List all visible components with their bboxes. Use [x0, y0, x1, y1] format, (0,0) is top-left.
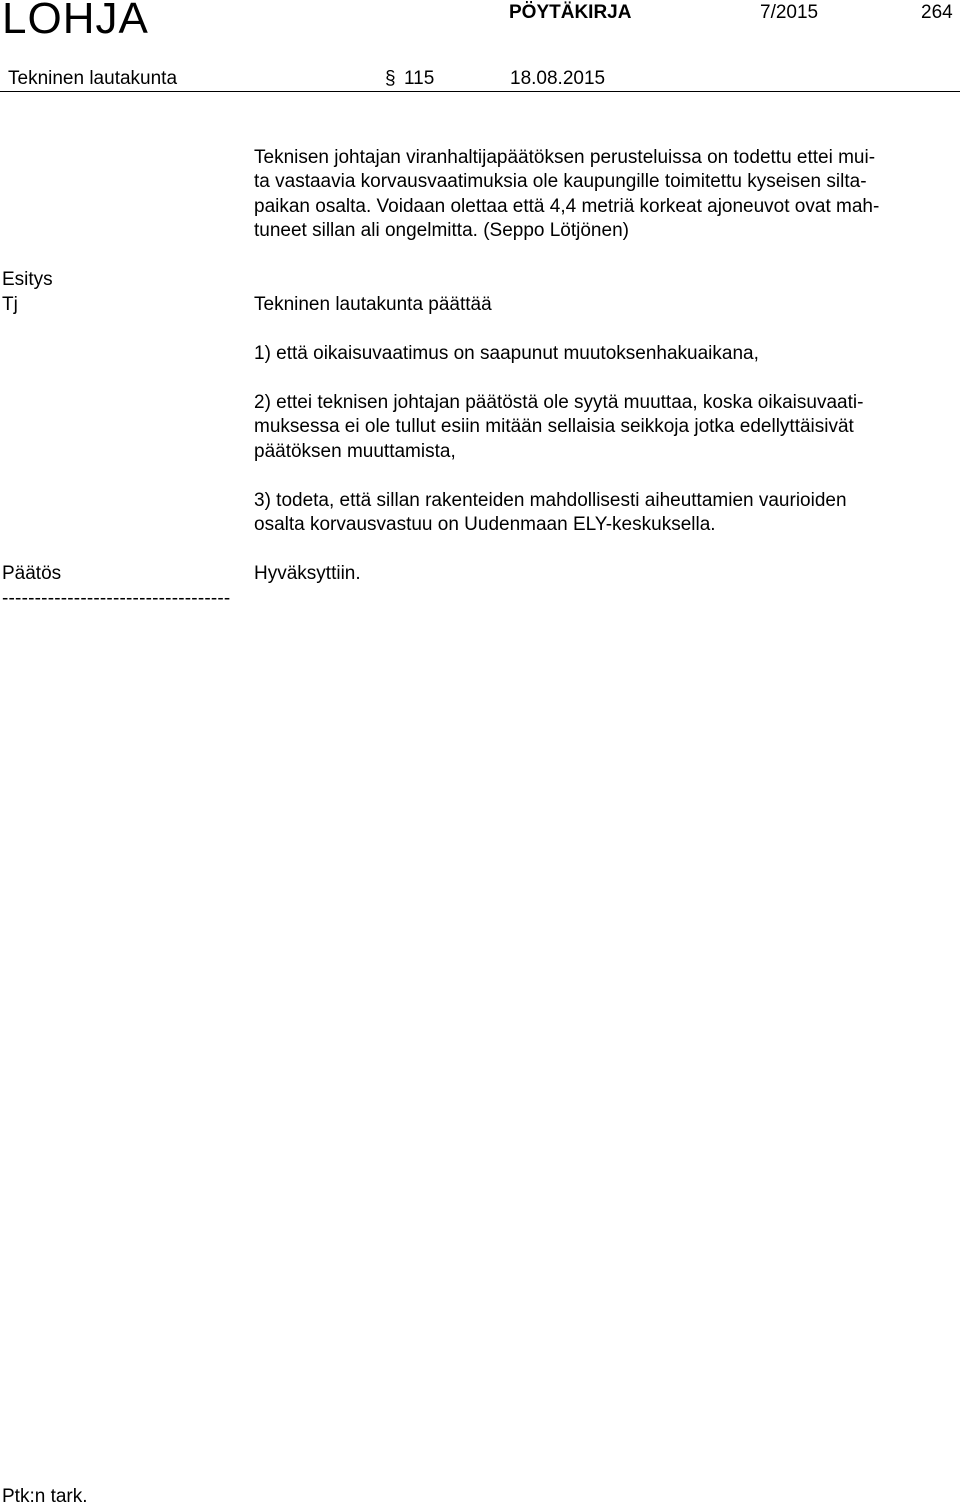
decision-text: Hyväksyttiin.: [254, 563, 361, 584]
proposal-lead: [254, 293, 954, 317]
intro-line: paikan osalta. Voidaan olettaa että 4,4 metriä korkeat ajoneuvot ovat mah-: [254, 195, 880, 217]
decision: [254, 562, 954, 586]
proposal-item-line: osalta korvausvastuu on Uudenmaan ELY-keskuksella.: [254, 514, 716, 536]
decision-separator: -----------------------------------: [2, 588, 231, 609]
intro-line: ta vastaavia korvausvaatimuksia ole kaupungille toimitettu kyseisen silta-: [254, 171, 867, 193]
proposal-item-line: muksessa ei ole tullut esiin mitään sellaisia seikkoja jotka edellyttäisivät: [254, 416, 854, 438]
proposal-item-line: 3) todeta, että sillan rakenteiden mahdollisesti aiheuttamien vaurioiden: [254, 490, 847, 511]
committee-name: Tekninen lautakunta: [8, 68, 178, 89]
decision-label: Päätös: [2, 563, 62, 584]
proposal-label: Esitys: [2, 269, 53, 290]
document-type: PÖYTÄKIRJA: [509, 2, 632, 23]
intro-paragraph: [254, 146, 954, 244]
section-number: 115: [404, 68, 435, 89]
organization-logo: LOHJA: [2, 0, 149, 43]
presenter-label: Tj: [2, 294, 18, 315]
proposal-item-line: päätöksen muuttamista,: [254, 440, 456, 462]
intro-line: tuneet sillan ali ongelmitta. (Seppo Lötjönen): [254, 220, 629, 242]
section-sign: §: [385, 68, 396, 89]
proposal-item-line: 1) että oikaisuvaatimus on saapunut muutoksenhakuaikana,: [254, 343, 759, 364]
proposal-item-1: [254, 342, 954, 366]
header-divider: [0, 91, 960, 92]
intro-line: Teknisen johtajan viranhaltijapäätöksen perusteluissa on todettu ettei mui-: [254, 147, 876, 168]
proposal-item-3: [254, 489, 954, 538]
proposal-item-line: 2) ettei teknisen johtajan päätöstä ole syytä muuttaa, koska oikaisuvaati-: [254, 392, 864, 413]
proposal-item-2: [254, 391, 954, 464]
page-number: 264: [921, 2, 953, 23]
meeting-date: 18.08.2015: [510, 68, 606, 89]
proposal-lead-text: Tekninen lautakunta päättää: [254, 294, 492, 315]
minutes-checker-footer: Ptk:n tark.: [2, 1486, 88, 1507]
document-number: 7/2015: [760, 2, 819, 23]
